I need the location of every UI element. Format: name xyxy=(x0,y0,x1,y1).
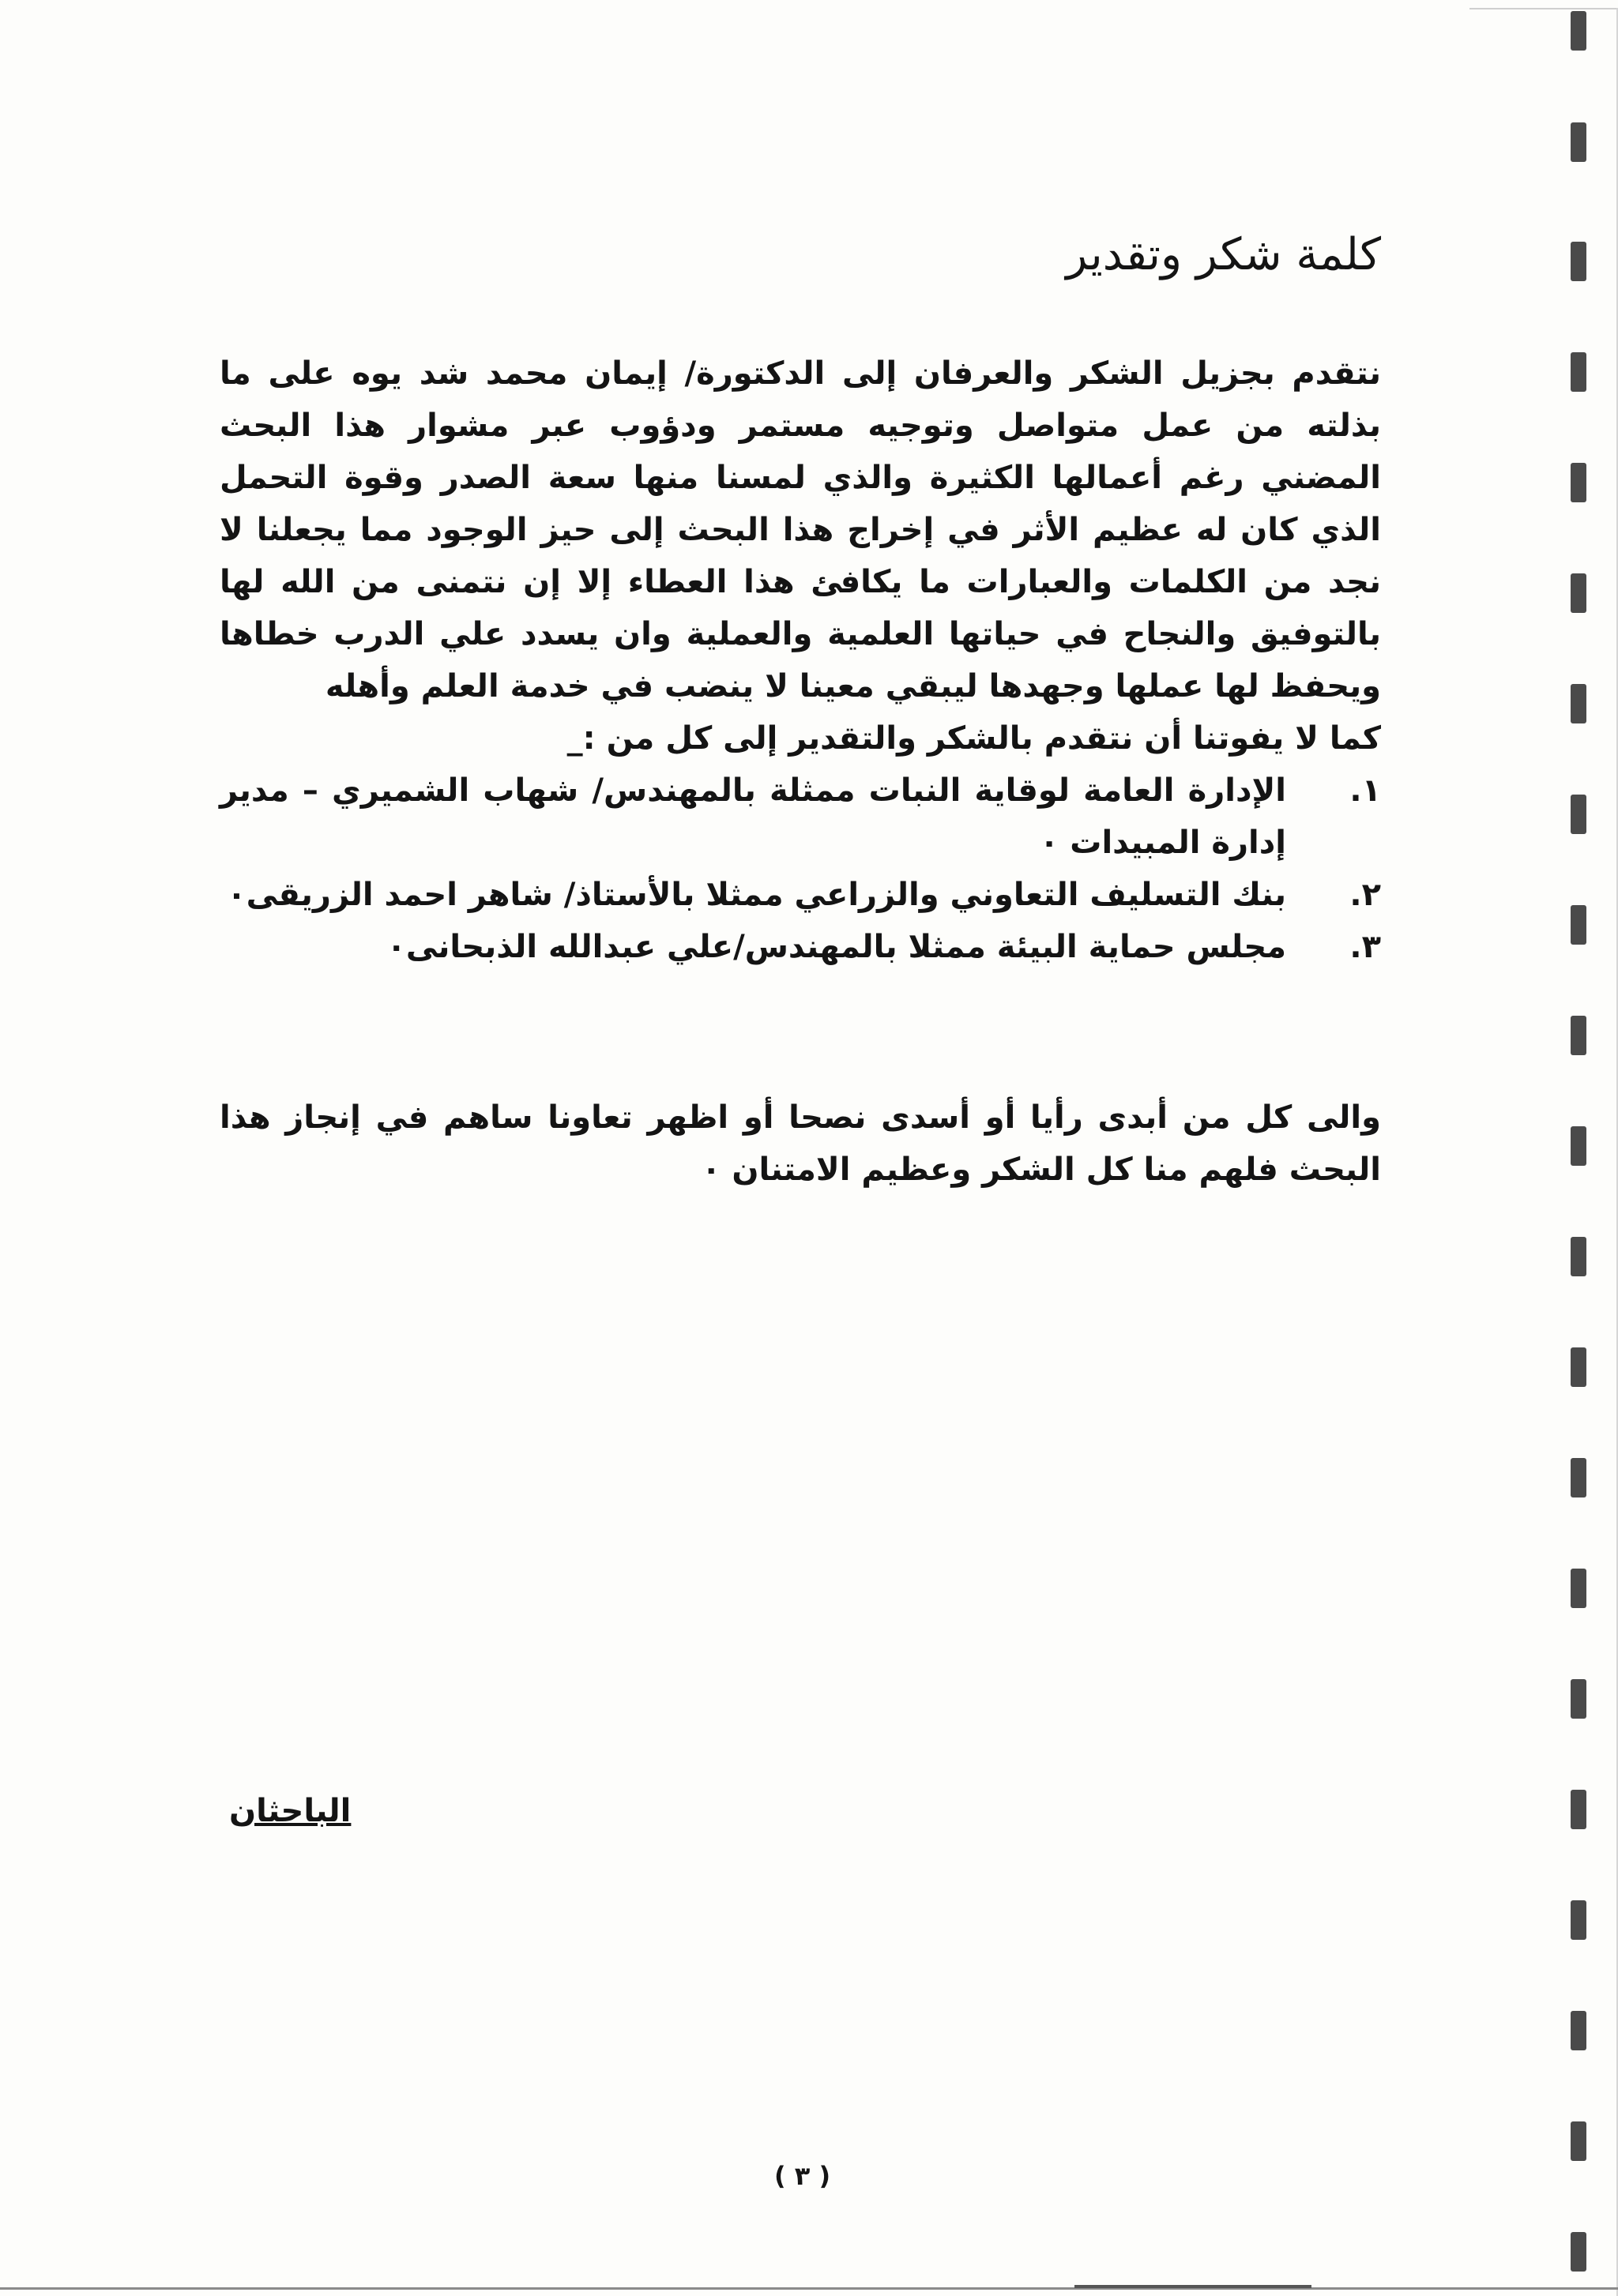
intro-paragraph: نتقدم بجزيل الشكر والعرفان إلى الدكتورة/ إيمان محمد شد يوه على ما بذلته من عمل متواصل وتوجيه مستمر ودؤوب عبر مشوار هذا البحث المضني رغم أعمالها الكثيرة والذي لمسنا منها سعة الصدر وقوة التحمل الذي كان له عظيم الأثر في إخراج هذا البحث إلى حيز الوجود مما يجعلنا لا نجد من الكلمات والعبارات ما يكافئ هذا العطاء إلا إن نتمنى من الله لها بالتوفيق والنجاح في حياتها العلمية والعملية وان يسدد علي الدرب خطاها ويحفظ لها عملها وجهدها ليبقي معينا لا ينضب في خدمة العلم وأهله xyxy=(220,355,1381,705)
list-item-text: الإدارة العامة لوقاية النبات ممثلة بالمهندس/ شهاب الشميري – مدير إدارة المبيدات ٠ xyxy=(220,772,1286,861)
binding-hole xyxy=(1571,1347,1586,1387)
binding-hole xyxy=(1571,11,1586,51)
page-number: ( ٣ ) xyxy=(774,2161,831,2191)
binding-hole xyxy=(1571,122,1586,162)
binding-hole xyxy=(1571,1016,1586,1055)
list-intro: كما لا يفوتنا أن نتقدم بالشكر والتقدير إلى كل من :_ xyxy=(566,720,1381,757)
list-item-number: ٣. xyxy=(1349,929,1381,965)
binding-hole xyxy=(1571,905,1586,945)
thanks-list xyxy=(220,765,1381,973)
list-item xyxy=(220,869,1381,921)
list-item-text: مجلس حماية البيئة ممثلا بالمهندس/علي عبدالله الذبحانى٠ xyxy=(386,929,1286,965)
binding-hole xyxy=(1571,573,1586,613)
list-item xyxy=(220,921,1381,973)
binding-hole xyxy=(1571,1458,1586,1497)
paper-bottom-edge xyxy=(0,2287,1618,2290)
binding-hole xyxy=(1571,684,1586,723)
binding-hole xyxy=(1571,242,1586,281)
binding-hole xyxy=(1571,463,1586,502)
binding-hole xyxy=(1571,795,1586,834)
spiral-binding xyxy=(1571,0,1590,2296)
binding-hole xyxy=(1571,1569,1586,1608)
list-item xyxy=(220,765,1381,869)
binding-hole xyxy=(1571,1790,1586,1829)
page-title: كلمة شكر وتقدير xyxy=(1066,229,1381,280)
binding-hole xyxy=(1571,2232,1586,2272)
body-text xyxy=(220,348,1381,1196)
paper-bottom-shadow xyxy=(1074,2285,1311,2288)
list-item-number: ٢. xyxy=(1349,877,1381,913)
binding-hole xyxy=(1571,2011,1586,2050)
binding-hole xyxy=(1571,2121,1586,2161)
binding-hole xyxy=(1571,352,1586,392)
list-item-text: بنك التسليف التعاوني والزراعي ممثلا بالأستاذ/ شاهر احمد الزريقى٠ xyxy=(227,877,1286,913)
closing-paragraph: والى كل من أبدى رأيا أو أسدى نصحا أو اظهر تعاونا ساهم في إنجاز هذا البحث فلهم منا كل الشكر وعظيم الامتنان ٠ xyxy=(220,1099,1381,1188)
binding-hole xyxy=(1571,1237,1586,1276)
signature: الباحثان xyxy=(229,1793,352,1829)
binding-hole xyxy=(1571,1679,1586,1719)
binding-hole xyxy=(1571,1900,1586,1940)
list-item-number: ١. xyxy=(1349,772,1381,809)
binding-hole xyxy=(1571,1126,1586,1166)
paper-top-edge xyxy=(1469,8,1618,9)
